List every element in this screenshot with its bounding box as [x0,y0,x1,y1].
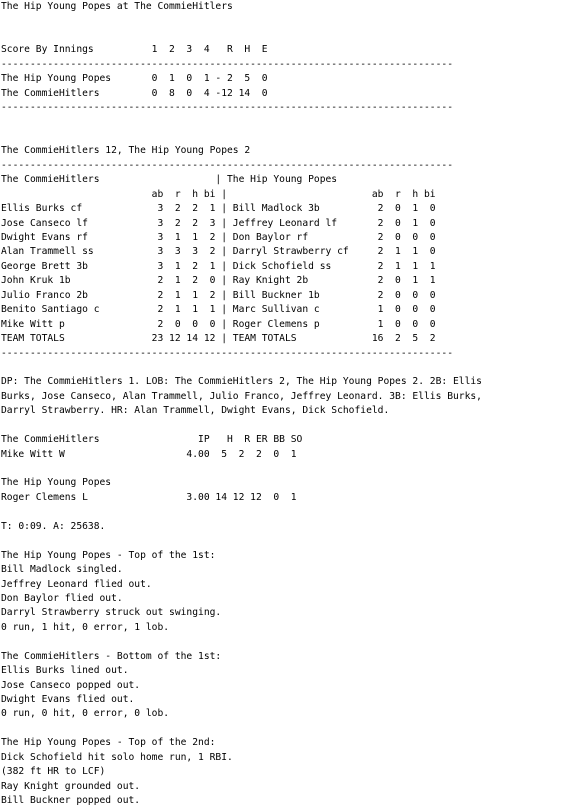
text-line [1,722,583,736]
text-line: T: 0:09. A: 25638. [1,520,106,532]
text-line: ab r h bi | ab r h bi [1,188,436,200]
text-line: Julio Franco 2b 2 1 1 2 | Bill Buckner 1b 2 0 0 0 [1,289,436,301]
text-line: ------------------------------------------------------------------------------ [1,58,453,70]
text-line: Ellis Burks lined out. [1,665,129,677]
text-line: Burks, Jose Canseco, Alan Trammell, Julio Franco, Jeffrey Leonard. 3B: Ellis Burks, [1,390,482,402]
text-line [1,116,583,130]
text-line: Dwight Evans rf 3 1 1 2 | Don Baylor rf 2 0 0 0 [1,232,436,243]
text-line: Benito Santiago c 2 1 1 1 | Marc Sullivan c 1 0 0 0 [1,304,436,316]
text-line: The Hip Young Popes 0 1 0 1 - 2 5 0 [1,73,268,85]
text-line [1,505,583,519]
text-line [1,29,583,43]
text-line: Darryl Strawberry struck out swinging. [1,607,222,619]
text-line: George Brett 3b 3 1 2 1 | Dick Schofield ss 2 1 1 1 [1,260,436,272]
text-line: Ray Knight grounded out. [1,780,141,792]
text-line: TEAM TOTALS 23 12 14 12 | TEAM TOTALS 16 2 5 2 [1,333,436,345]
text-line: The CommieHitlers - Bottom of the 1st: [1,650,222,662]
text-line: Bill Buckner popped out. [1,795,141,807]
text-line: Ellis Burks cf 3 2 2 1 | Bill Madlock 3b 2 0 1 0 [1,203,436,215]
text-line: Alan Trammell ss 3 3 3 2 | Darryl Strawberry cf 2 1 1 0 [1,246,436,258]
text-line: ------------------------------------------------------------------------------ [1,102,453,114]
text-line: ------------------------------------------------------------------------------ [1,347,453,359]
text-line: (382 ft HR to LCF) [1,766,106,778]
text-line: The Hip Young Popes at The CommieHitlers [1,1,233,12]
text-line: The CommieHitlers 0 8 0 4 -12 14 0 [1,87,268,99]
text-line: DP: The CommieHitlers 1. LOB: The CommieHitlers 2, The Hip Young Popes 2. 2B: Ellis [1,376,482,388]
text-line: The CommieHitlers IP H R ER BB SO [1,434,303,446]
text-line: 0 run, 0 hit, 0 error, 0 lob. [1,708,170,720]
text-line: Mike Witt p 2 0 0 0 | Roger Clemens p 1 0 0 0 [1,318,436,330]
text-line: Score By Innings 1 2 3 4 R H E [1,44,268,56]
text-line [1,419,583,433]
text-line: Dick Schofield hit solo home run, 1 RBI. [1,751,233,763]
text-line: Mike Witt W 4.00 5 2 2 0 1 [1,448,297,460]
text-line: Roger Clemens L 3.00 14 12 12 0 1 [1,491,297,503]
text-line: ------------------------------------------------------------------------------ [1,159,453,171]
text-line: Dwight Evans flied out. [1,694,135,705]
text-line: The CommieHitlers 12, The Hip Young Popes 2 [1,145,251,157]
text-line [1,462,583,476]
text-line: Don Baylor flied out. [1,592,123,604]
text-line: John Kruk 1b 2 1 2 0 | Ray Knight 2b 2 0 1 1 [1,275,436,287]
text-line: The Hip Young Popes - Top of the 1st: [1,549,216,561]
text-line [1,534,583,548]
text-line: Jose Canseco lf 3 2 2 3 | Jeffrey Leonard lf 2 0 1 0 [1,217,436,229]
text-line [1,361,583,375]
text-line: Bill Madlock singled. [1,564,123,576]
text-line: Jeffrey Leonard flied out. [1,578,152,590]
text-line: The Hip Young Popes [1,477,112,489]
text-line [1,130,583,144]
text-line: 0 run, 1 hit, 0 error, 1 lob. [1,621,170,633]
text-line [1,635,583,649]
text-line: The CommieHitlers | The Hip Young Popes [1,174,338,186]
text-line: The Hip Young Popes - Top of the 2nd: [1,737,216,749]
text-line: Jose Canseco popped out. [1,679,141,691]
text-line: Darryl Strawberry. HR: Alan Trammell, Dwight Evans, Dick Schofield. [1,405,390,417]
text-line [1,14,583,28]
